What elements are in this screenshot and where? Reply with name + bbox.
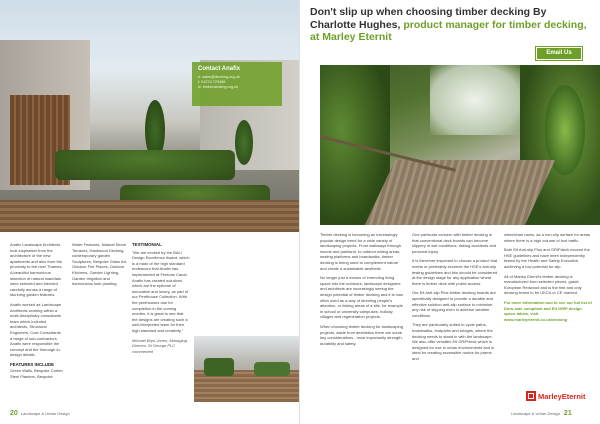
headline-author-role: product manager for timber decking, at Marley Eternit (310, 18, 587, 43)
contact-phone[interactable]: t: 01274 723456 (198, 80, 226, 84)
rooftop-garden-photo (0, 0, 300, 232)
testimonial-attribution: Michael Bryn-Jones, Managing Director, St George PLC commented (132, 337, 187, 354)
paragraph: wheelchair users, as a non-slip surface for areas where there is a high volume of foot traffic. (504, 232, 591, 243)
left-column-3 (132, 242, 190, 354)
paragraph: When choosing timber decking for landscaping projects, aside from aesthetics there are some key considerations - most importantly strength, durability and safety. (320, 323, 403, 346)
logo-text: MarleyEternit (538, 391, 586, 401)
page-number: 21 (563, 410, 572, 417)
paragraph: Water Features, Natural Stone Terraces, Hardwood Decking, contemporary garden Sculptures, Bespoke Glass Art, Outdoor Fire Places, Outdoor Kitchens, Garden Lighting, Garden Irrigation and harmonious lush planting. (72, 242, 128, 287)
footer-label: Landscape & Urban Design (20, 411, 70, 416)
photo-planter (254, 362, 290, 376)
page-number: 20 (10, 410, 18, 417)
left-column-1 (10, 242, 64, 384)
right-column-3 (504, 232, 592, 326)
testimonial-quote: "We are excited by the BALI Design Excellence Award, which is a mark of the high standard endeavour that Anafix has implemented at Fentons Canal. Anafix has created solutions which are the epitome of innovative and luxury, as part of our Penthouse Collection. With the penthouses due for completion in the coming months, it is great to see that the designs are creating such a well-interpreted team for their high standard and creativity." (132, 249, 190, 333)
paragraph: No longer just a means of extending living space into the outdoors, landscape designers and architects are increasingly seeing the design potential of timber decking and it is now often used as a way of directing people's attention, or linking areas of a site, for example in school or university campuses, holiday villages and regeneration projects. (320, 275, 403, 320)
photo-planter (204, 358, 234, 376)
footer-label: Landscape & Urban Design (511, 411, 560, 416)
paragraph: They are particularly suited to cycle paths, boardwalks, footpaths and bridges, where the decking needs to stand in with the landscape. We also offer versatile Elt GRIPdeck which is designed for use in urban environments and is ideal for creating accessible routes for prams and (412, 322, 495, 361)
paragraph: All of Marley Eternit's timber decking is manufactured from selected pieces, grade European Redwood and is the first and only decking brand to be UKCA or CE marked. (504, 273, 582, 296)
photo-tree (235, 120, 253, 165)
article-headline (310, 6, 592, 44)
contact-email[interactable]: e: sales@decking.org.uk (198, 75, 240, 79)
testimonial-heading: TESTIMONIAL (132, 242, 162, 247)
photo-hedge (55, 150, 235, 180)
photo-boardwalk (365, 160, 555, 225)
contact-title: Contact Anafix (198, 66, 241, 72)
paragraph: Timber decking is becoming an increasingly popular design trend for a wide variety of landscaping projects. From walkways through woods and parkland, to outdoor eating areas, seating platforms and boardwalks, timber decking is being used to complement nature and create a sustainable aesthetic. (320, 232, 401, 271)
email-us-button[interactable]: Email Us (536, 47, 582, 60)
paragraph: It is therefore important to choose a product that meets or preferably exceeds the HSE's anti-slip testing guidelines and this should be considered at the design stage for any application where there is timber deck with public access. (412, 258, 498, 286)
right-footer (508, 410, 572, 417)
right-column-2 (412, 232, 498, 365)
paragraph: Both Elt Anti-slip Plus and GRIPdeck exceed the HSE guidelines and have been independently tested by the Health and Safety Executive, achieving a low potential for slip. (504, 247, 590, 269)
paragraph: Green Walls, Bespoke Corten Steel Planters, Bespoke (10, 368, 63, 380)
more-info-link[interactable]: For more information and to see our full list of Dura-safe compliant and Elt GRIP design specs tables, visit www.marleyeternit.co.uk/decking (504, 299, 592, 322)
contact-box (192, 62, 282, 106)
paragraph: Anafix Landscape Architects took inspiration from the architecture of the new apartments and also from the proximity to the river Thames. A beautiful harmonious selection of natural materials were selected and blended carefully across a range of stunning garden features. (10, 242, 63, 298)
headline-main: Don't slip up when choosing timber decking By Charlotte Hughes, (310, 6, 547, 31)
marley-eternit-logo (526, 390, 586, 402)
paragraph: Our Elt Anti-slip Plus timber decking boards are specifically designed to provide a durable and effective solution anti-slip surface to minimise any risk of slipping even in adverse weather conditions. (412, 290, 496, 318)
contact-website[interactable]: w: timberdecking.org.uk (198, 85, 239, 89)
paragraph: One particular concern with timber decking is that conventional deck boards can become slippery in wet conditions, risking accidents and personal injury. (412, 232, 497, 254)
photo-sky (430, 65, 520, 135)
right-column-1 (320, 232, 406, 350)
paragraph: Anafix worked as Landscape Architects working within a multi-disciplinary consultants team which included architects, Structural Engineers, Cost Consultants a range of sub-contractors. Anafix were responsible the concept and the thorough in-design details. (10, 301, 62, 358)
left-footer (10, 410, 70, 417)
terrace-photo (194, 336, 300, 402)
features-heading: FEATURES INCLUDE (10, 361, 55, 367)
right-page (300, 0, 600, 424)
left-column-2 (72, 242, 128, 291)
boardwalk-photo (320, 65, 600, 225)
logo-mark-icon (526, 391, 536, 401)
photo-deck (0, 200, 300, 232)
